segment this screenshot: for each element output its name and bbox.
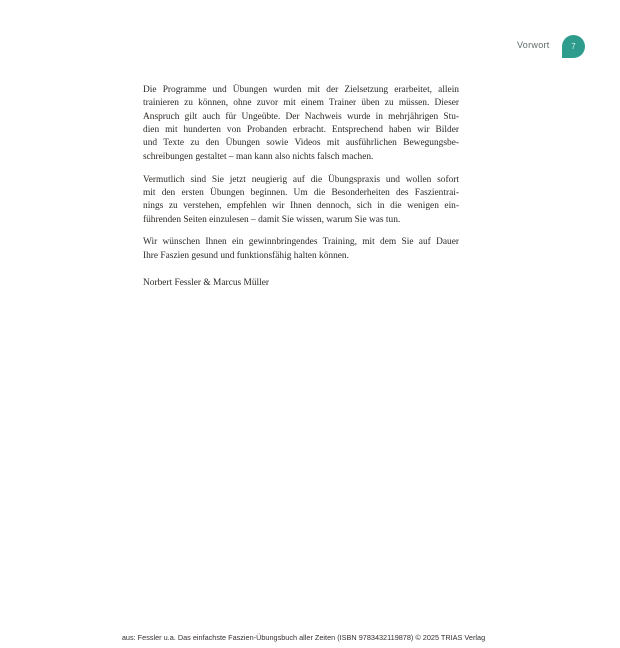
running-head-section-label: Vorwort [517,40,550,50]
paragraph-line: Wir wünschen Ihnen ein gewinnbringendes Training, mit dem Sie auf Dauer [143,237,459,248]
paragraph-line: Die Programme und Übungen wurden mit der Zielsetzung erarbeitet, allein [143,85,459,95]
paragraph-line: Ihre Faszien gesund und funktionsfähig halten können. [143,250,349,261]
paragraph-line: trainieren zu können, ohne zuvor mit einem Trainer üben zu müssen. Dieser [143,98,459,109]
paragraph [143,236,459,263]
paragraph-line: und Texte zu den Übungen sowie Videos mit ausführlichen Bewegungsbe- [143,138,459,149]
body-text-block [143,84,459,290]
paragraph [143,84,459,164]
page-number-badge [562,35,585,58]
paragraph-line: dien mit hunderten von Probanden erbracht. Entsprechend haben wir Bilder [143,125,459,136]
body-paragraphs [143,84,459,263]
footer-credit-line: aus: Fessler u.a. Das einfachste Faszien-Übungsbuch aller Zeiten (ISBN 9783432119878) © 2025 TRIAS Verlag [121,633,486,642]
author-signature: Norbert Fessler & Marcus Müller [143,278,270,289]
paragraph [143,174,459,227]
paragraph-line: Anspruch gilt auch für Ungeübte. Der Nachweis wurde in mehrjährigen Stu- [143,111,459,122]
paragraph-line: führenden Seiten einzulesen – damit Sie wissen, warum Sie was tun. [143,214,401,225]
paragraph-line: schreibungen gestaltet – man kann also nichts falsch machen. [143,151,374,162]
paragraph-line: mit den ersten Übungen beginnen. Um die Besonderheiten des Faszientrai- [143,187,459,198]
paragraph-line: nings zu verstehen, empfehlen wir Ihnen dennoch, sich in die wenigen ein- [143,201,459,212]
paragraph-line: Vermutlich sind Sie jetzt neugierig auf die Übungspraxis und wollen sofort [143,174,459,185]
page-number: 7 [571,42,576,51]
